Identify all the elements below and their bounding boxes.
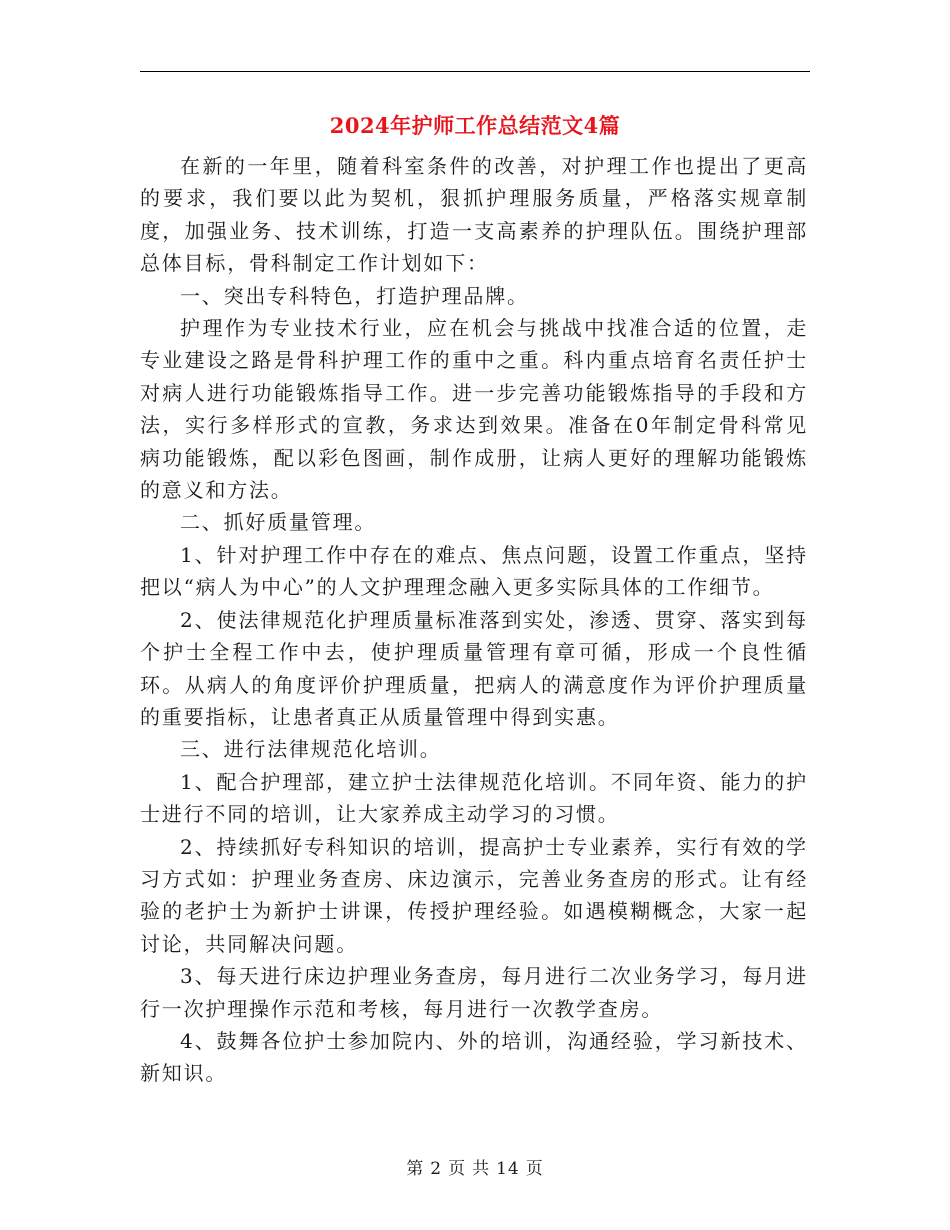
section-heading-2: 二、抓好质量管理。 bbox=[180, 510, 377, 535]
footer-suffix: 页 bbox=[525, 1159, 544, 1179]
footer-page-word: 页 bbox=[448, 1159, 467, 1179]
list-item: 2、使法律规范化护理质量标准落到实处，渗透、贯穿、落实到每个护士全程工作中去，使护理质量管理有章可循，形成一个良性循环。从病人的角度评价护理质量，把病人的满意度作为评价护理质量的重要指标，让患者真正从质量管理中得到实惠。 bbox=[140, 607, 808, 729]
current-page-number: 2 bbox=[430, 1159, 443, 1179]
header-rule bbox=[140, 71, 810, 72]
footer-total-word: 共 bbox=[472, 1159, 491, 1179]
page-footer bbox=[140, 1154, 810, 1179]
section-heading-3: 三、进行法律规范化培训。 bbox=[180, 737, 442, 762]
intro-paragraph: 在新的一年里，随着科室条件的改善，对护理工作也提出了更高的要求，我们要以此为契机，狠抓护理服务质量，严格落实规章制度，加强业务、技术训练，打造一支高素养的护理队伍。围绕护理部总体目标，骨科制定工作计划如下： bbox=[140, 154, 808, 276]
document-body bbox=[140, 150, 808, 1090]
document-title: 2024年护师工作总结范文4篇 bbox=[329, 113, 621, 138]
list-item: 1、配合护理部，建立护士法律规范化培训。不同年资、能力的护士进行不同的培训，让大家养成主动学习的习惯。 bbox=[140, 769, 808, 827]
section-heading-1: 一、突出专科特色，打造护理品牌。 bbox=[180, 283, 529, 308]
footer-prefix: 第 bbox=[406, 1159, 425, 1179]
body-paragraph: 护理作为专业技术行业，应在机会与挑战中找准合适的位置，走专业建设之路是骨科护理工作的重中之重。科内重点培育名责任护士对病人进行功能锻炼指导工作。进一步完善功能锻炼指导的手段和方法，实行多样形式的宣教，务求达到效果。准备在0年制定骨科常见病功能锻炼，配以彩色图画，制作成册，让病人更好的理解功能锻炼的意义和方法。 bbox=[140, 316, 808, 503]
list-item: 1、针对护理工作中存在的难点、焦点问题，设置工作重点，坚持把以“病人为中心”的人文护理理念融入更多实际具体的工作细节。 bbox=[140, 542, 808, 600]
total-pages-number: 14 bbox=[496, 1159, 520, 1179]
list-item: 3、每天进行床边护理业务查房，每月进行二次业务学习，每月进行一次护理操作示范和考核，每月进行一次教学查房。 bbox=[140, 964, 808, 1021]
list-item: 4、鼓舞各位护士参加院内、外的培训，沟通经验，学习新技术、新知识。 bbox=[140, 1028, 808, 1086]
list-item: 2、持续抓好专科知识的培训，提高护士专业素养，实行有效的学习方式如：护理业务查房、床边演示，完善业务查房的形式。让有经验的老护士为新护士讲课，传授护理经验。如遇模糊概念，大家一起讨论，共同解决问题。 bbox=[140, 834, 808, 956]
